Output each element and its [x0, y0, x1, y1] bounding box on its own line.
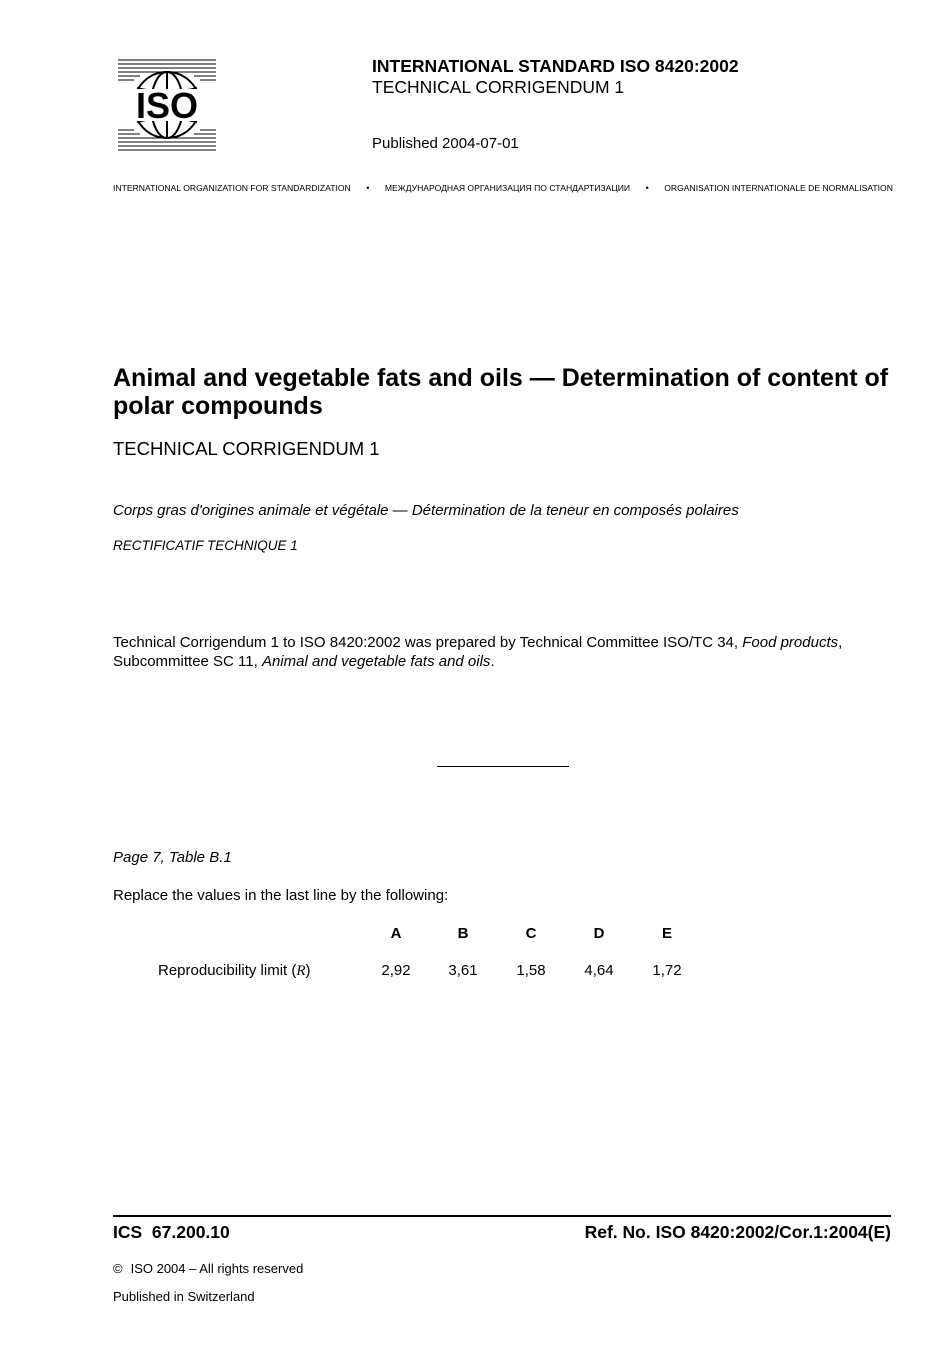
french-title: Corps gras d'origines animale et végétale — Détermination de la teneur en composés polaires — [113, 502, 739, 519]
committee-name: Food products — [742, 634, 839, 651]
copyright-icon: © — [113, 1261, 123, 1276]
table-header-e: E — [661, 925, 672, 942]
org-name-french: ORGANISATION INTERNATIONALE DE NORMALISATION — [664, 183, 893, 193]
table-cell-a: 2,92 — [381, 962, 411, 979]
change-location: Page 7, Table B.1 — [113, 849, 232, 866]
table-cell-d: 4,64 — [584, 962, 614, 979]
header-corrigendum: TECHNICAL CORRIGENDUM 1 — [372, 77, 625, 97]
change-instruction: Replace the values in the last line by the following: — [113, 887, 449, 904]
section-divider — [437, 766, 569, 767]
reference-number: Ref. No. ISO 8420:2002/Cor.1:2004(E) — [584, 1222, 891, 1242]
document-title: Animal and vegetable fats and oils — Determination of content of polar compounds — [113, 364, 889, 420]
org-name-russian: МЕЖДУНАРОДНАЯ ОРГАНИЗАЦИЯ ПО СТАНДАРТИЗАЦИИ — [384, 183, 631, 193]
table-header-b: B — [457, 925, 469, 942]
table-cell-e: 1,72 — [652, 962, 682, 979]
preparation-line-1: Technical Corrigendum 1 to ISO 8420:2002 was prepared by Technical Committee ISO/TC 34, Food products, — [113, 634, 843, 651]
table-cell-b: 3,61 — [448, 962, 478, 979]
table-header-c: C — [525, 925, 537, 942]
table-header-a: A — [390, 925, 402, 942]
french-corrigendum: RECTIFICATIF TECHNIQUE 1 — [113, 538, 298, 553]
standard-title: INTERNATIONAL STANDARD ISO 8420:2002 — [372, 56, 739, 76]
copyright-notice: © ISO 2004 – All rights reserved — [113, 1261, 304, 1276]
published-in: Published in Switzerland — [113, 1289, 255, 1304]
org-name-english: INTERNATIONAL ORGANIZATION FOR STANDARDIZATION — [113, 183, 351, 193]
iso-globe-icon — [118, 58, 216, 152]
preparation-paragraph — [113, 633, 903, 671]
table-cell-c: 1,58 — [516, 962, 546, 979]
title-corrigendum: TECHNICAL CORRIGENDUM 1 — [113, 438, 380, 459]
footer-rule — [113, 1215, 891, 1217]
svg-text:ISO: ISO — [135, 85, 199, 126]
iso-logo — [118, 58, 216, 152]
table-row-label: Reproducibility limit (R) — [158, 962, 311, 979]
subcommittee-name: Animal and vegetable fats and oils — [261, 653, 491, 670]
bullet-separator: • — [366, 183, 370, 193]
organization-line — [113, 183, 893, 193]
preparation-line-2: Subcommittee SC 11, Animal and vegetable fats and oils. — [113, 653, 495, 670]
bullet-separator: • — [645, 183, 649, 193]
table-header-d: D — [593, 925, 605, 942]
published-date: Published 2004-07-01 — [372, 135, 519, 152]
ics-code: ICS 67.200.10 — [113, 1222, 230, 1242]
